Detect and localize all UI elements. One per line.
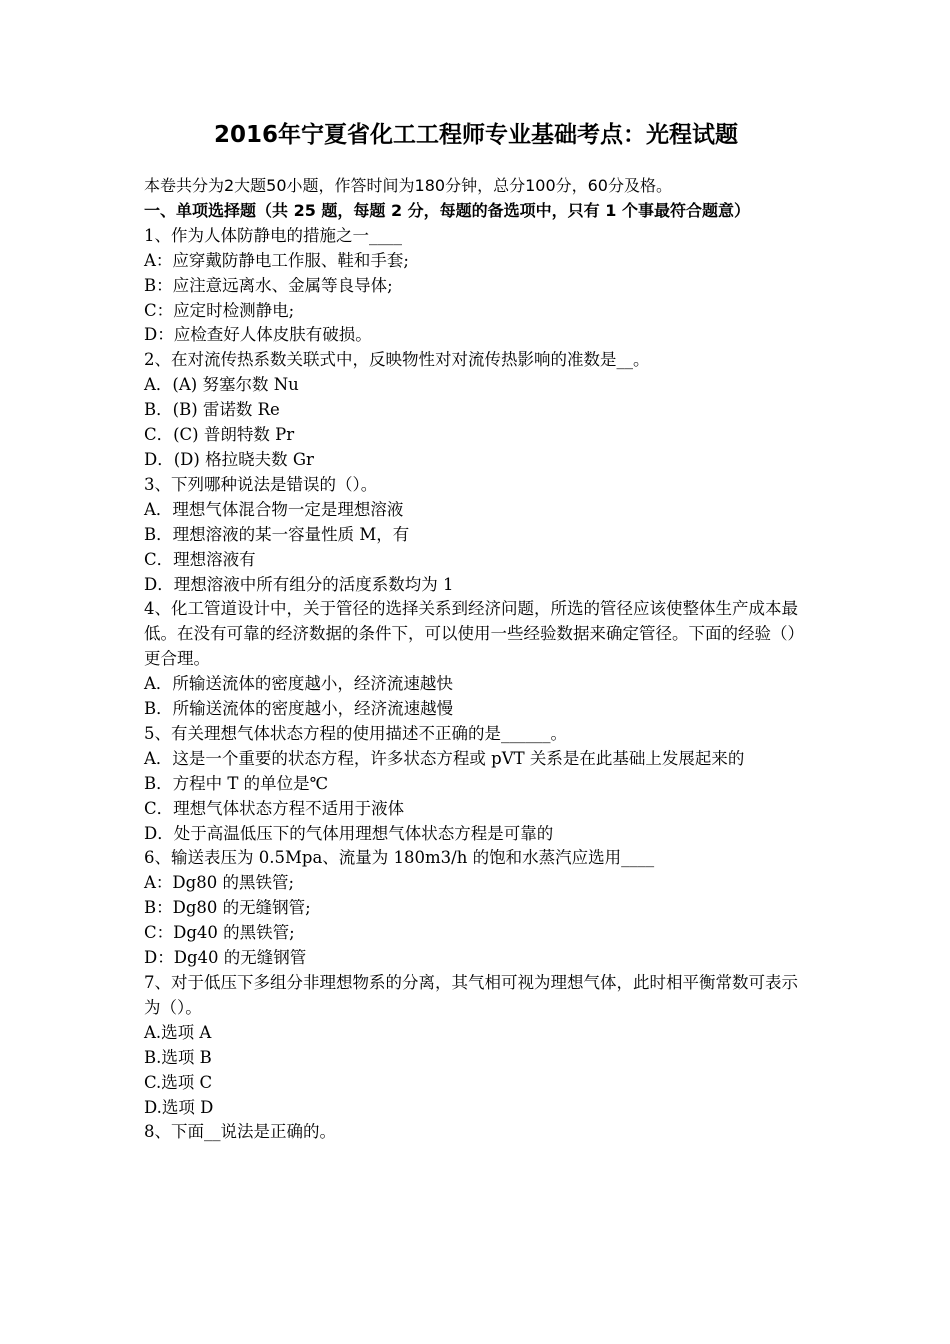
question-stem: 4、化工管道设计中，关于管径的选择关系到经济问题，所选的管径应该使整体生产成本最低。在没有可靠的经济数据的条件下，可以使用一些经验数据来确定管径。下面的经验（）更合理。 — [144, 599, 804, 669]
option-c: C．(C) 普朗特数 Pr — [144, 425, 295, 445]
option-a: A．理想气体混合物一定是理想溶液 — [144, 499, 404, 519]
question-2 — [144, 348, 808, 473]
question-stem: 7、对于低压下多组分非理想物系的分离，其气相可视为理想气体，此时相平衡常数可表示为（）。 — [144, 973, 798, 1017]
option-b: B．所输送流体的密度越小，经济流速越慢 — [144, 699, 454, 719]
question-1 — [144, 224, 808, 349]
option-b: B．(B) 雷诺数 Re — [144, 400, 280, 420]
option-d: D．(D) 格拉晓夫数 Gr — [144, 449, 314, 469]
exam-intro: 本卷共分为2大题50小题，作答时间为180分钟，总分100分，60分及格。 — [144, 176, 672, 195]
question-stem: 5、有关理想气体状态方程的使用描述不正确的是______。 — [144, 723, 567, 743]
option-d: D：Dg40 的无缝钢管 — [144, 948, 307, 968]
question-stem: 3、下列哪种说法是错误的（）。 — [144, 474, 378, 494]
question-4 — [144, 597, 808, 722]
option-d: D：应检查好人体皮肤有破损。 — [144, 325, 372, 345]
option-a: A.选项 A — [144, 1022, 212, 1042]
option-c: C.选项 C — [144, 1072, 213, 1092]
option-d: D.选项 D — [144, 1097, 214, 1117]
question-5 — [144, 722, 808, 847]
option-c: C．理想气体状态方程不适用于液体 — [144, 798, 405, 818]
option-b: B．方程中 T 的单位是℃ — [144, 773, 329, 793]
option-b: B．理想溶液的某一容量性质 M，有 — [144, 524, 410, 544]
question-stem: 1、作为人体防静电的措施之一____ — [144, 225, 402, 245]
question-stem: 8、下面__说法是正确的。 — [144, 1122, 336, 1142]
section-heading: 一、单项选择题（共 25 题，每题 2 分，每题的备选项中，只有 1 个事最符合题意） — [144, 200, 750, 220]
page-title: 2016年宁夏省化工工程师专业基础考点：光程试题 — [213, 122, 738, 148]
option-b: B：应注意远离水、金属等良导体; — [144, 275, 393, 295]
option-d: D．处于高温低压下的气体用理想气体状态方程是可靠的 — [144, 823, 554, 843]
option-a: A．(A) 努塞尔数 Nu — [144, 375, 299, 395]
question-3 — [144, 473, 808, 598]
option-a: A：应穿戴防静电工作服、鞋和手套; — [144, 250, 409, 270]
option-c: C：应定时检测静电; — [144, 300, 295, 320]
option-a: A．所输送流体的密度越小，经济流速越快 — [144, 674, 453, 694]
question-8 — [144, 1120, 808, 1145]
option-c: C．理想溶液有 — [144, 549, 256, 569]
question-6 — [144, 846, 808, 971]
question-7 — [144, 971, 808, 1120]
option-d: D．理想溶液中所有组分的活度系数均为 1 — [144, 574, 454, 594]
option-a: A．这是一个重要的状态方程，许多状态方程或 pVT 关系是在此基础上发展起来的 — [144, 748, 745, 768]
question-stem: 2、在对流传热系数关联式中，反映物性对对流传热影响的准数是__。 — [144, 350, 650, 370]
question-stem: 6、输送表压为 0.5Mpa、流量为 180m3/h 的饱和水蒸汽应选用____ — [144, 848, 655, 868]
option-a: A：Dg80 的黑铁管; — [144, 873, 295, 893]
option-c: C：Dg40 的黑铁管; — [144, 923, 295, 943]
option-b: B：Dg80 的无缝钢管; — [144, 898, 311, 918]
option-b: B.选项 B — [144, 1047, 212, 1067]
